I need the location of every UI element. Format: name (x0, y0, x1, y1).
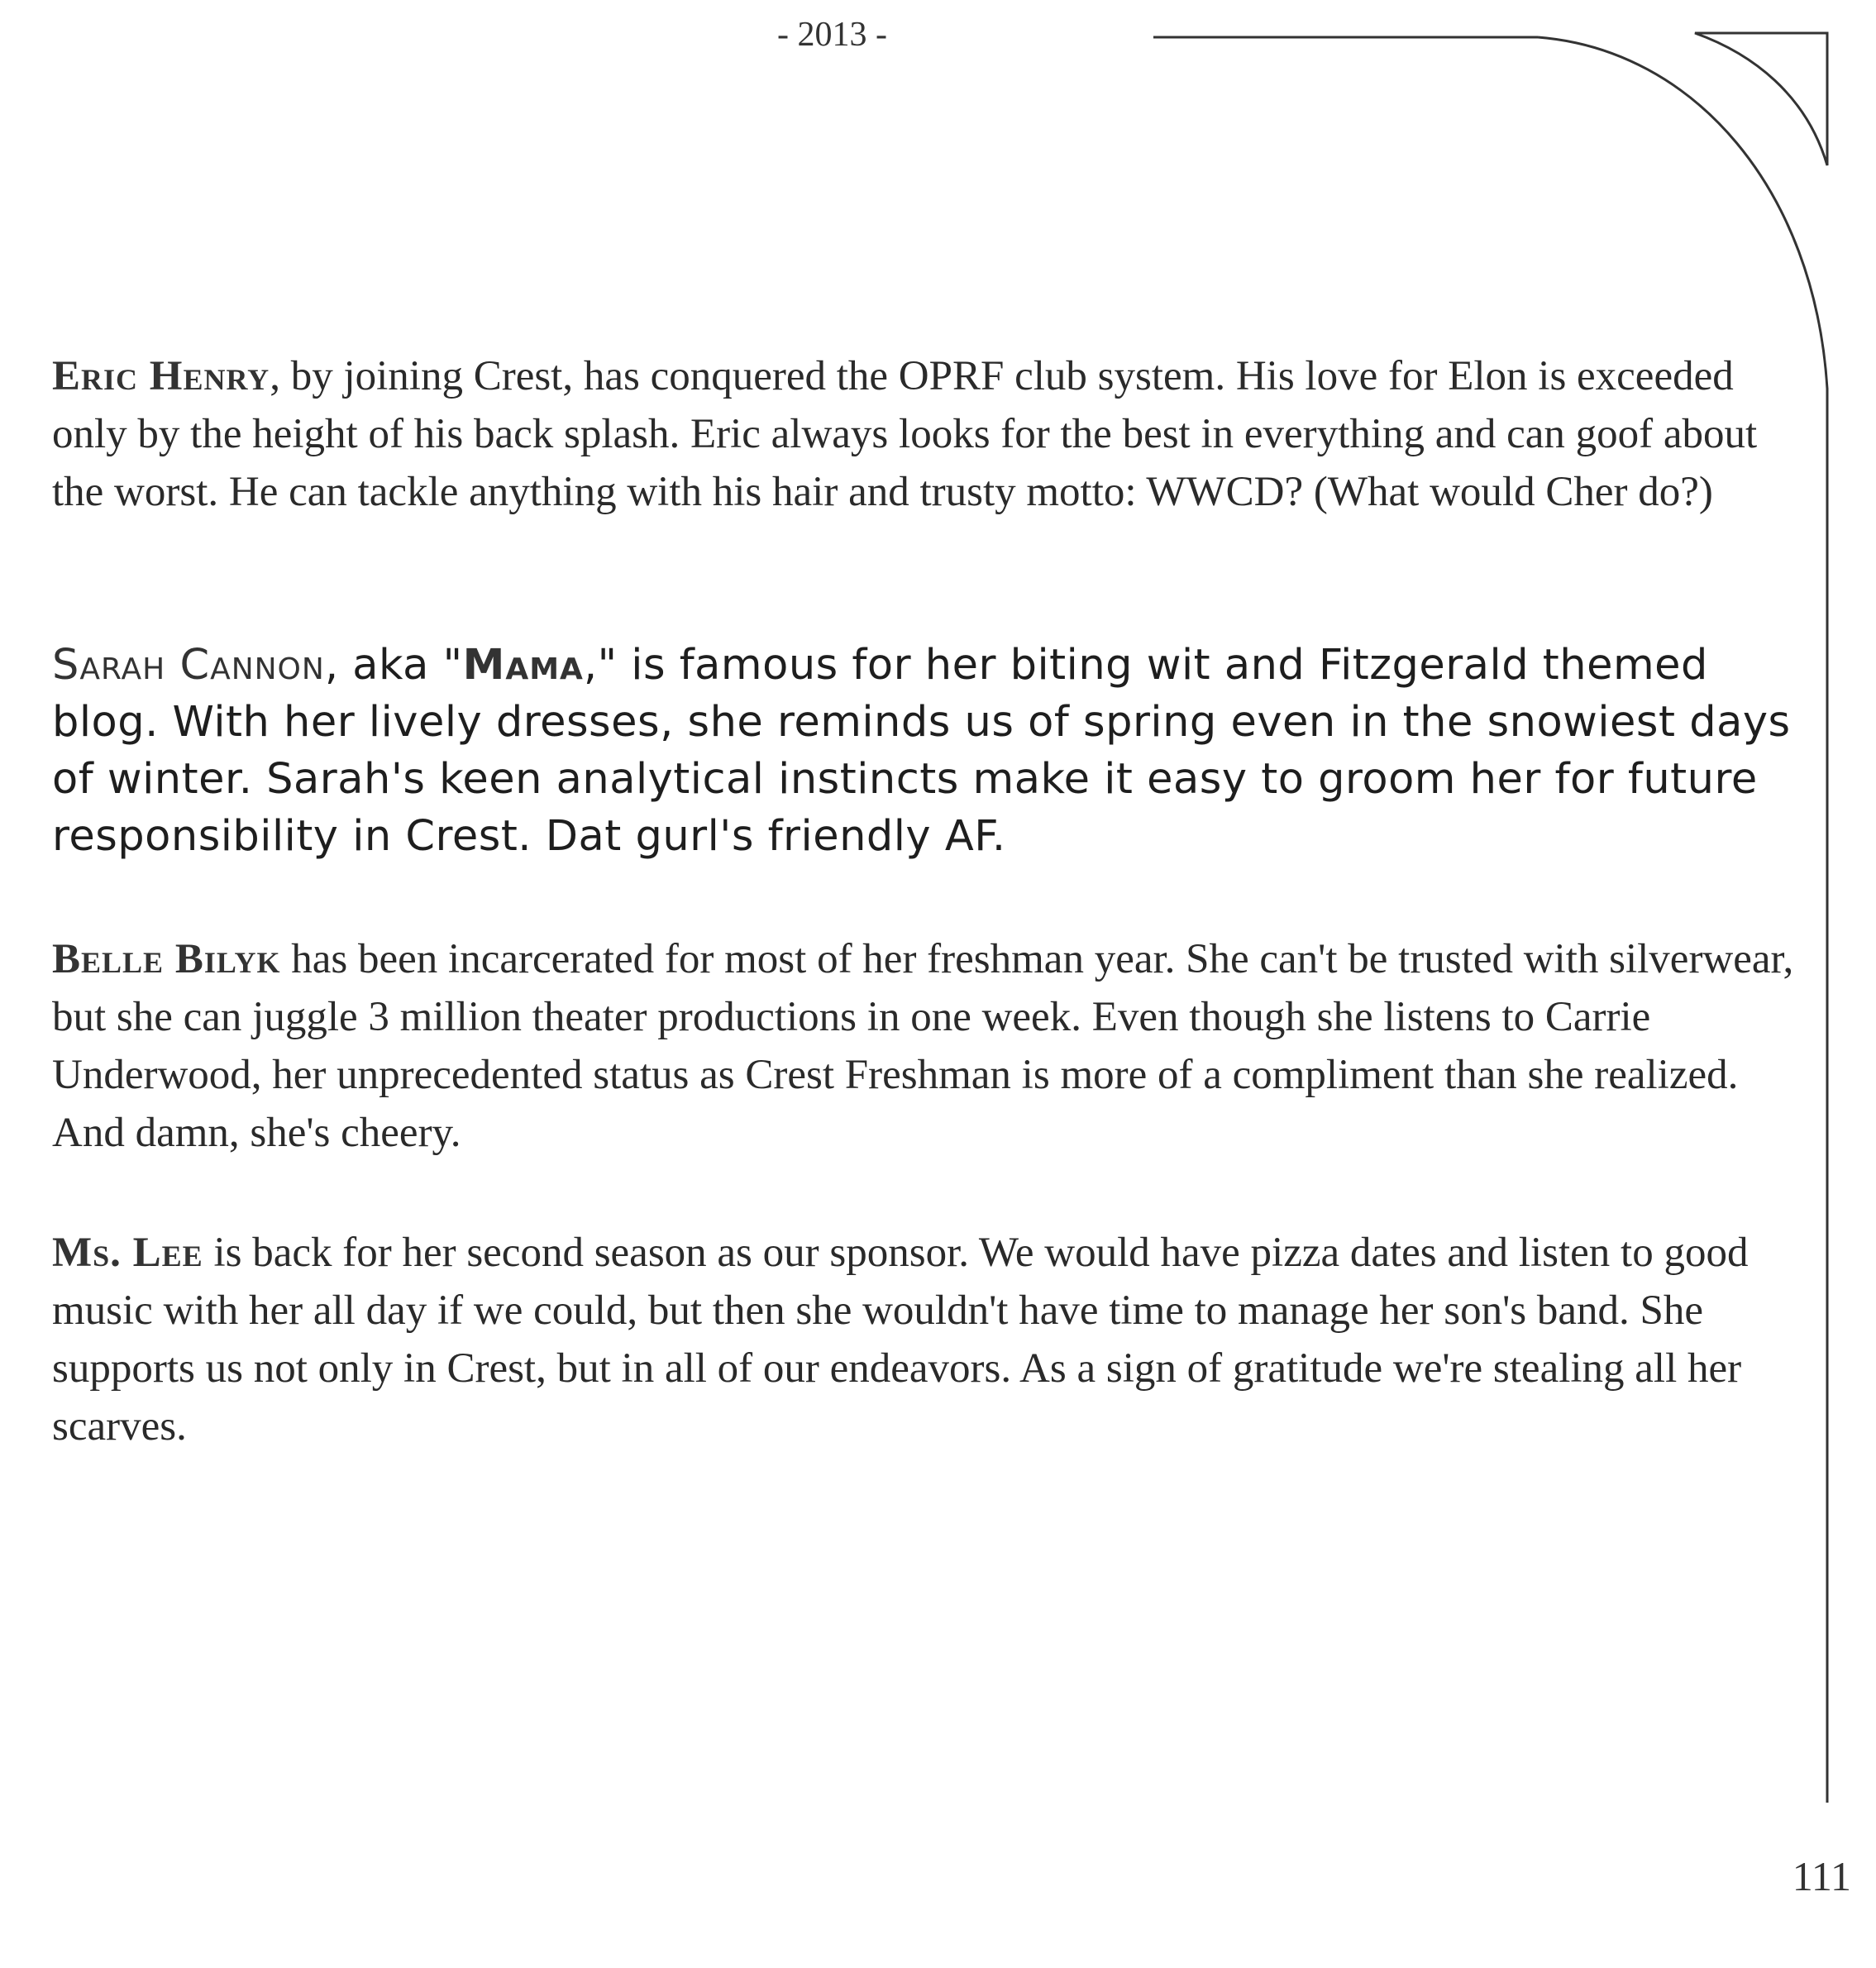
bio-name: Belle Bilyk (52, 936, 281, 982)
page-number: 111 (1792, 1853, 1851, 1899)
bio-text: is back for her second season as our sponsor. We would have pizza dates and listen to good music with her all day if we could, but then she wouldn't have time to manage her son's band. She supports us not only in Crest, but in all of our endeavors. As a sign of gratitude we're stealing all her scarves. (52, 1230, 1749, 1450)
bio-text: , by joining Crest, has conquered the OPRF club system. His love for Elon is exceeded only by the height of his back splash. Eric always looks for the best in everything and can goof about the worst. He can tackle anything with his hair and trusty motto: WWCD? (What would Cher do?) (52, 353, 1758, 515)
bio-text-before: , aka " (324, 641, 463, 690)
bio-entry-eric-henry (52, 347, 1797, 521)
bio-entry-ms-lee (52, 1224, 1797, 1455)
bio-text: ," is famous for her biting wit and Fitzgerald themed blog. With her lively dresses, she reminds us of spring even in the snowiest days of winter. Sarah's keen analytical instincts make it easy to groom her for future responsibility in Crest. Dat gurl's friendly AF. (52, 641, 1791, 861)
bio-name: Sarah Cannon (52, 641, 325, 690)
ornament-corner-curve (1538, 37, 1827, 1803)
year-header: - 2013 - (777, 16, 887, 54)
ornament-corner-triangle (1695, 33, 1827, 165)
bio-name: Ms. Lee (52, 1230, 203, 1276)
bio-entry-belle-bilyk (52, 930, 1797, 1162)
bio-nickname: Mama (462, 641, 584, 690)
bio-name: Eric Henry (52, 353, 270, 399)
bio-text: has been incarcerated for most of her freshman year. She can't be trusted with silverwear, but she can juggle 3 million theater productions in one week. Even though she listens to Carrie Underwood, her unprecedented status as Crest Freshman is more of a compliment than she realized. And damn, she's cheery. (52, 936, 1794, 1156)
bio-entry-sarah-cannon (52, 637, 1797, 865)
